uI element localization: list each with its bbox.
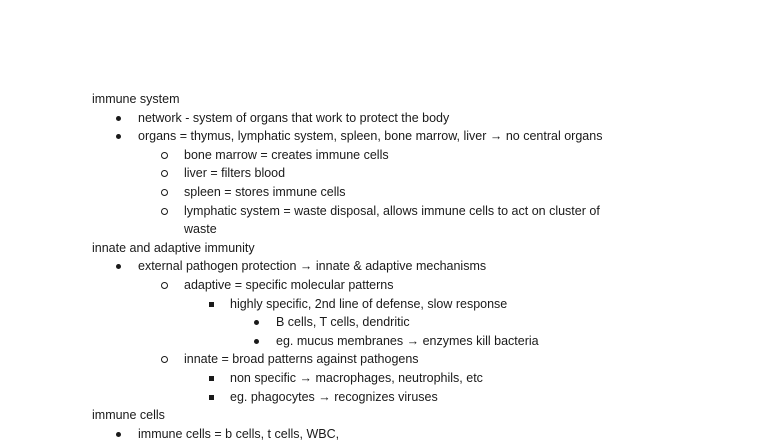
item-text: B cells, T cells, dendritic (276, 315, 410, 330)
item-text: network - system of organs that work to protect the body (138, 110, 450, 125)
item-text: innate = broad patterns against pathogens (184, 352, 419, 367)
item-text: immune cells = b cells, t cells, WBC, (138, 426, 340, 441)
item-text: organs = thymus, lymphatic system, spleen, bone marrow, liver → no central organs (138, 129, 603, 144)
outline-item (0, 164, 784, 183)
item-text: adaptive = specific molecular patterns (184, 277, 394, 292)
outline-item (0, 369, 784, 388)
document-body (0, 90, 784, 443)
section-heading (0, 90, 784, 109)
outline-item (0, 146, 784, 165)
item-text: eg. phagocytes → recognizes viruses (230, 389, 438, 404)
item-text: external pathogen protection → innate & adaptive mechanisms (138, 259, 487, 274)
outline-item (0, 109, 784, 128)
section-heading (0, 406, 784, 425)
item-text: eg. mucus membranes → enzymes kill bacteria (276, 333, 539, 348)
heading-text: immune system (92, 92, 180, 106)
outline-item (0, 202, 784, 221)
heading-text: immune cells (92, 408, 165, 423)
item-text: liver = filters blood (184, 166, 286, 181)
heading-text: innate and adaptive immunity (92, 240, 255, 255)
outline-item (0, 127, 784, 146)
outline-item (0, 183, 784, 202)
item-text: waste (184, 222, 217, 237)
outline-item (0, 332, 784, 351)
item-text: lymphatic system = waste disposal, allows immune cells to act on cluster of (184, 203, 600, 218)
item-text: spleen = stores immune cells (184, 184, 346, 199)
outline-item (0, 295, 784, 314)
section-heading (0, 239, 784, 258)
outline-item (0, 388, 784, 407)
item-text: highly specific, 2nd line of defense, slow response (230, 296, 508, 311)
item-text: bone marrow = creates immune cells (184, 147, 389, 162)
outline-item (0, 425, 784, 443)
outline-item (0, 257, 784, 276)
outline-item (0, 313, 784, 332)
outline-item (0, 220, 784, 239)
item-text: non specific → macrophages, neutrophils, etc (230, 370, 483, 385)
outline-item (0, 276, 784, 295)
outline-item (0, 350, 784, 369)
